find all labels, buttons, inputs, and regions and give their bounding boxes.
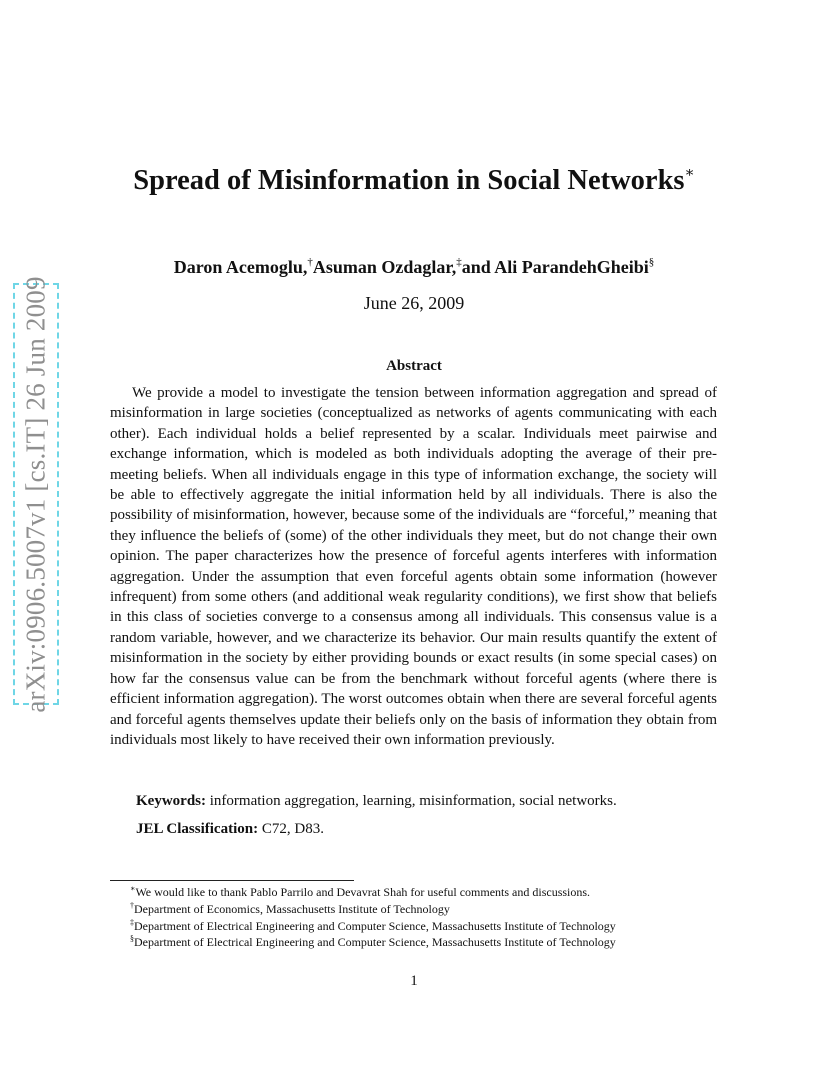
jel-classification-line [136,819,726,839]
publication-date: June 26, 2009 [363,293,465,313]
footnote-affiliation [130,901,730,918]
jel-classification-value: C72, D83. [261,821,324,837]
footnote-affiliation [130,918,730,935]
footnote-acknowledgment [130,884,730,901]
page-number: 1 [410,973,418,989]
author-footnote-mark: § [648,256,655,268]
footnote-divider [110,880,354,881]
footnote-mark: ∗ [130,884,136,893]
abstract-heading: Abstract [386,358,442,374]
title-footnote-mark: ∗ [684,165,695,181]
footnotes [130,884,730,951]
keywords-label: Keywords: [136,793,206,809]
footnote-text: We would like to thank Pablo Parrilo and Devavrat Shah for useful comments and discussions. [135,885,591,899]
footnote-mark: § [130,934,134,944]
footnote-affiliation [130,934,730,951]
abstract-body: We provide a model to investigate the tension between information aggregation and spread of misinformation in large societies (conceptualized as networks of agents communicating with each other). Each individual holds a belief represented by a scalar. Individuals meet pairwise and exchange information, which is modeled as both individuals adopting the average of their pre-meeting beliefs. When all individuals engage in this type of information exchange, the society will be able to effectively aggregate the initial information held by all individuals. There is also the possibility of misinformation, however, because some of the individuals are “forceful,” meaning that they influence the beliefs of (some) of the other individuals they meet, but do not change their own opinion. The paper characterizes how the presence of forceful agents interferes with information aggregation. Under the assumption that even forceful agents obtain some information (however infrequent) from some others (and additional weak regularity conditions), we first show that beliefs in this class of societies converge to a consensus among all individuals. This consensus value is a random variable, however, and we characterize its behavior. Our main results quantify the extent of misinformation in the society by either providing bounds or exact results (in some special cases) on how far the consensus value can be from the benchmark without forceful agents (where there is efficient information aggregation). The worst outcomes obtain when there are several forceful agents and forceful agents themselves update their beliefs only on the basis of information they obtain from individuals most likely to have received their own information previously. [110,385,717,748]
footnote-text: Department of Electrical Engineering and Computer Science, Massachusetts Institute of Technology [134,935,616,950]
footnote-text: Department of Economics, Massachusetts Institute of Technology [134,901,450,916]
footnote-mark: ‡ [130,917,134,927]
author-name: Daron Acemoglu, [173,257,308,277]
jel-classification-label: JEL Classification: [136,821,259,837]
keywords-value: information aggregation, learning, misinformation, social networks. [209,793,617,809]
paper-title-text: Spread of Misinformation in Social Networks [133,165,685,196]
keywords-line [136,791,726,811]
paper-title [110,164,718,197]
author-footnote-mark: † [307,256,313,268]
author-list [100,255,728,279]
footnote-text: Department of Electrical Engineering and Computer Science, Massachusetts Institute of Technology [134,918,616,933]
arxiv-identifier-stamp [13,275,59,713]
footnote-mark: † [130,900,134,910]
author-name: and Ali ParandehGheibi [461,257,649,277]
author-footnote-mark: ‡ [456,256,462,268]
arxiv-identifier-text: arXiv:0906.5007v1 [cs.IT] 26 Jun 2009 [20,275,51,713]
author-name: Asuman Ozdaglar, [312,257,457,277]
